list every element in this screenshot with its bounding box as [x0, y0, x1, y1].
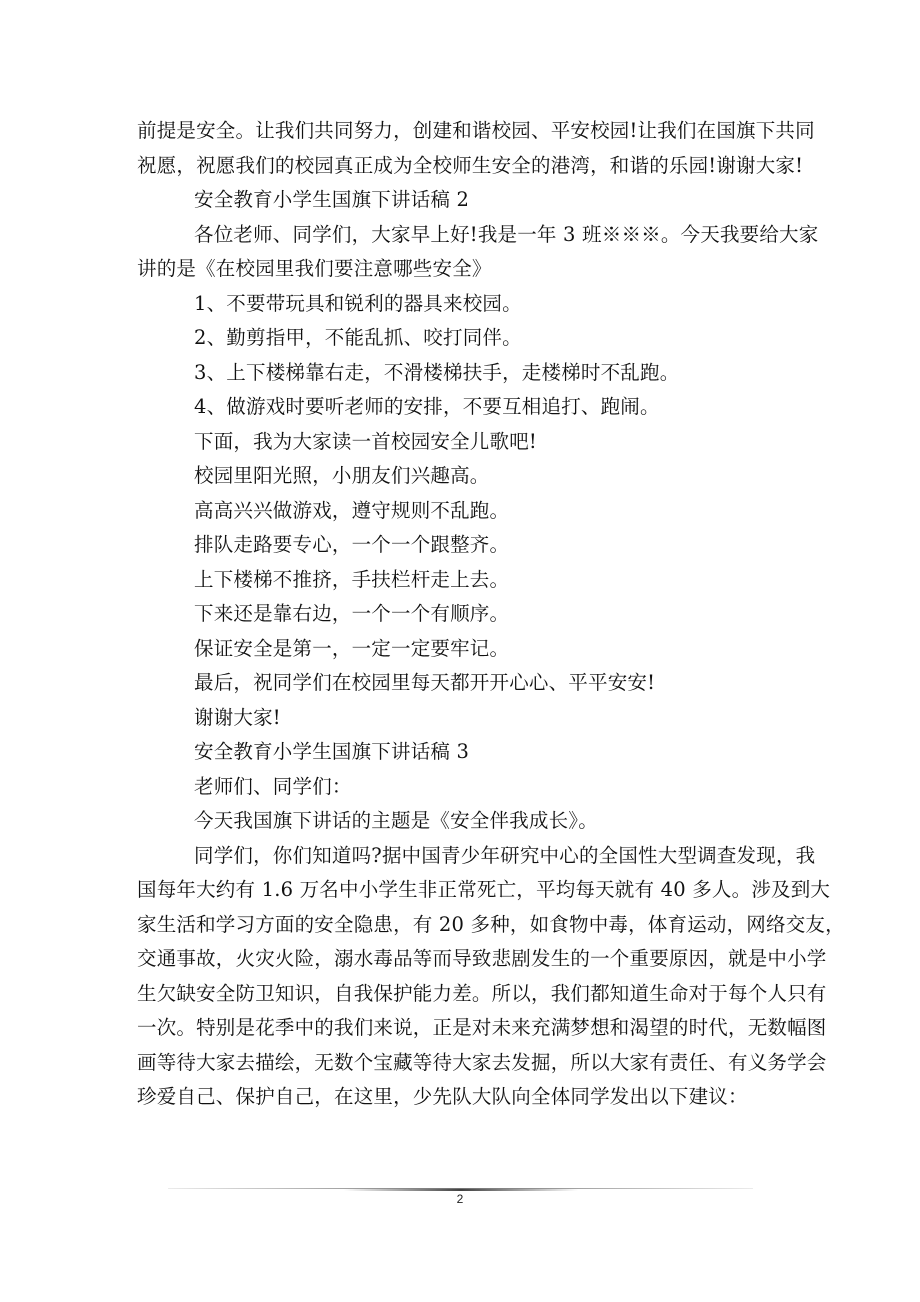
text-line: 最后，祝同学们在校园里每天都开开心心、平平安安! — [194, 671, 656, 694]
text-line: 谢谢大家! — [194, 705, 281, 729]
list-item: 4、做游戏时要听老师的安排，不要互相追打、跑闹。 — [194, 395, 660, 418]
footer-divider — [168, 1187, 753, 1191]
poem-line: 高高兴兴做游戏，遵守规则不乱跑。 — [194, 498, 510, 522]
section-heading: 安全教育小学生国旗下讲话稿 2 — [194, 188, 470, 211]
poem-line: 上下楼梯不推挤，手扶栏杆走上去。 — [194, 567, 510, 591]
text-line: 一次。特别是花季中的我们来说，正是对未来充满梦想和渴望的时代，无数幅图 — [137, 1016, 827, 1039]
page-number: 2 — [456, 1192, 464, 1206]
text-line: 生欠缺安全防卫知识，自我保护能力差。所以，我们都知道生命对于每个人只有 — [137, 981, 827, 1005]
text-line: 前提是安全。让我们共同努力，创建和谐校园、平安校园!让我们在国旗下共同 — [137, 119, 815, 142]
text-line: 国每年大约有 1.6 万名中小学生非正常死亡，平均每天就有 40 多人。涉及到大 — [137, 878, 831, 901]
poem-line: 排队走路要专心，一个一个跟整齐。 — [194, 533, 510, 556]
list-item: 1、不要带玩具和锐利的器具来校园。 — [194, 291, 522, 315]
poem-line: 校园里阳光照，小朋友们兴趣高。 — [194, 464, 490, 487]
text-line: 交通事故，火灾火险，溺水毒品等而导致悲剧发生的一个重要原因，就是中小学 — [137, 947, 827, 970]
list-item: 3、上下楼梯靠右走，不滑楼梯扶手，走楼梯时不乱跑。 — [194, 360, 680, 384]
poem-line: 保证安全是第一，一定一定要牢记。 — [194, 636, 510, 660]
text-line: 老师们、同学们： — [194, 774, 352, 798]
text-line: 讲的是《在校园里我们要注意哪些安全》 — [137, 257, 492, 280]
document-body — [137, 114, 845, 1115]
text-line: 下面，我为大家读一首校园安全儿歌吧! — [194, 429, 537, 453]
text-line: 画等待大家去描绘，无数个宝藏等待大家去发掘，所以大家有责任、有义务学会 — [137, 1050, 827, 1074]
text-line: 各位老师、同学们，大家早上好!我是一年 3 班※※※。今天我要给大家 — [194, 222, 819, 246]
poem-line: 下来还是靠右边，一个一个有顺序。 — [194, 602, 510, 625]
text-line: 珍爱自己、保护自己，在这里，少先队大队向全体同学发出以下建议： — [137, 1085, 748, 1108]
list-item: 2、勤剪指甲，不能乱抓、咬打同伴。 — [194, 326, 522, 349]
text-line: 同学们，你们知道吗?据中国青少年研究中心的全国性大型调查发现，我 — [194, 843, 816, 867]
text-line: 祝愿，祝愿我们的校园真正成为全校师生安全的港湾，和谐的乐园!谢谢大家! — [137, 153, 804, 177]
text-line: 今天我国旗下讲话的主题是《安全伴我成长》。 — [194, 809, 598, 832]
section-heading: 安全教育小学生国旗下讲话稿 3 — [194, 740, 470, 763]
text-line: 家生活和学习方面的安全隐患，有 20 多种，如食物中毒，体育运动，网络交友， — [137, 912, 845, 936]
